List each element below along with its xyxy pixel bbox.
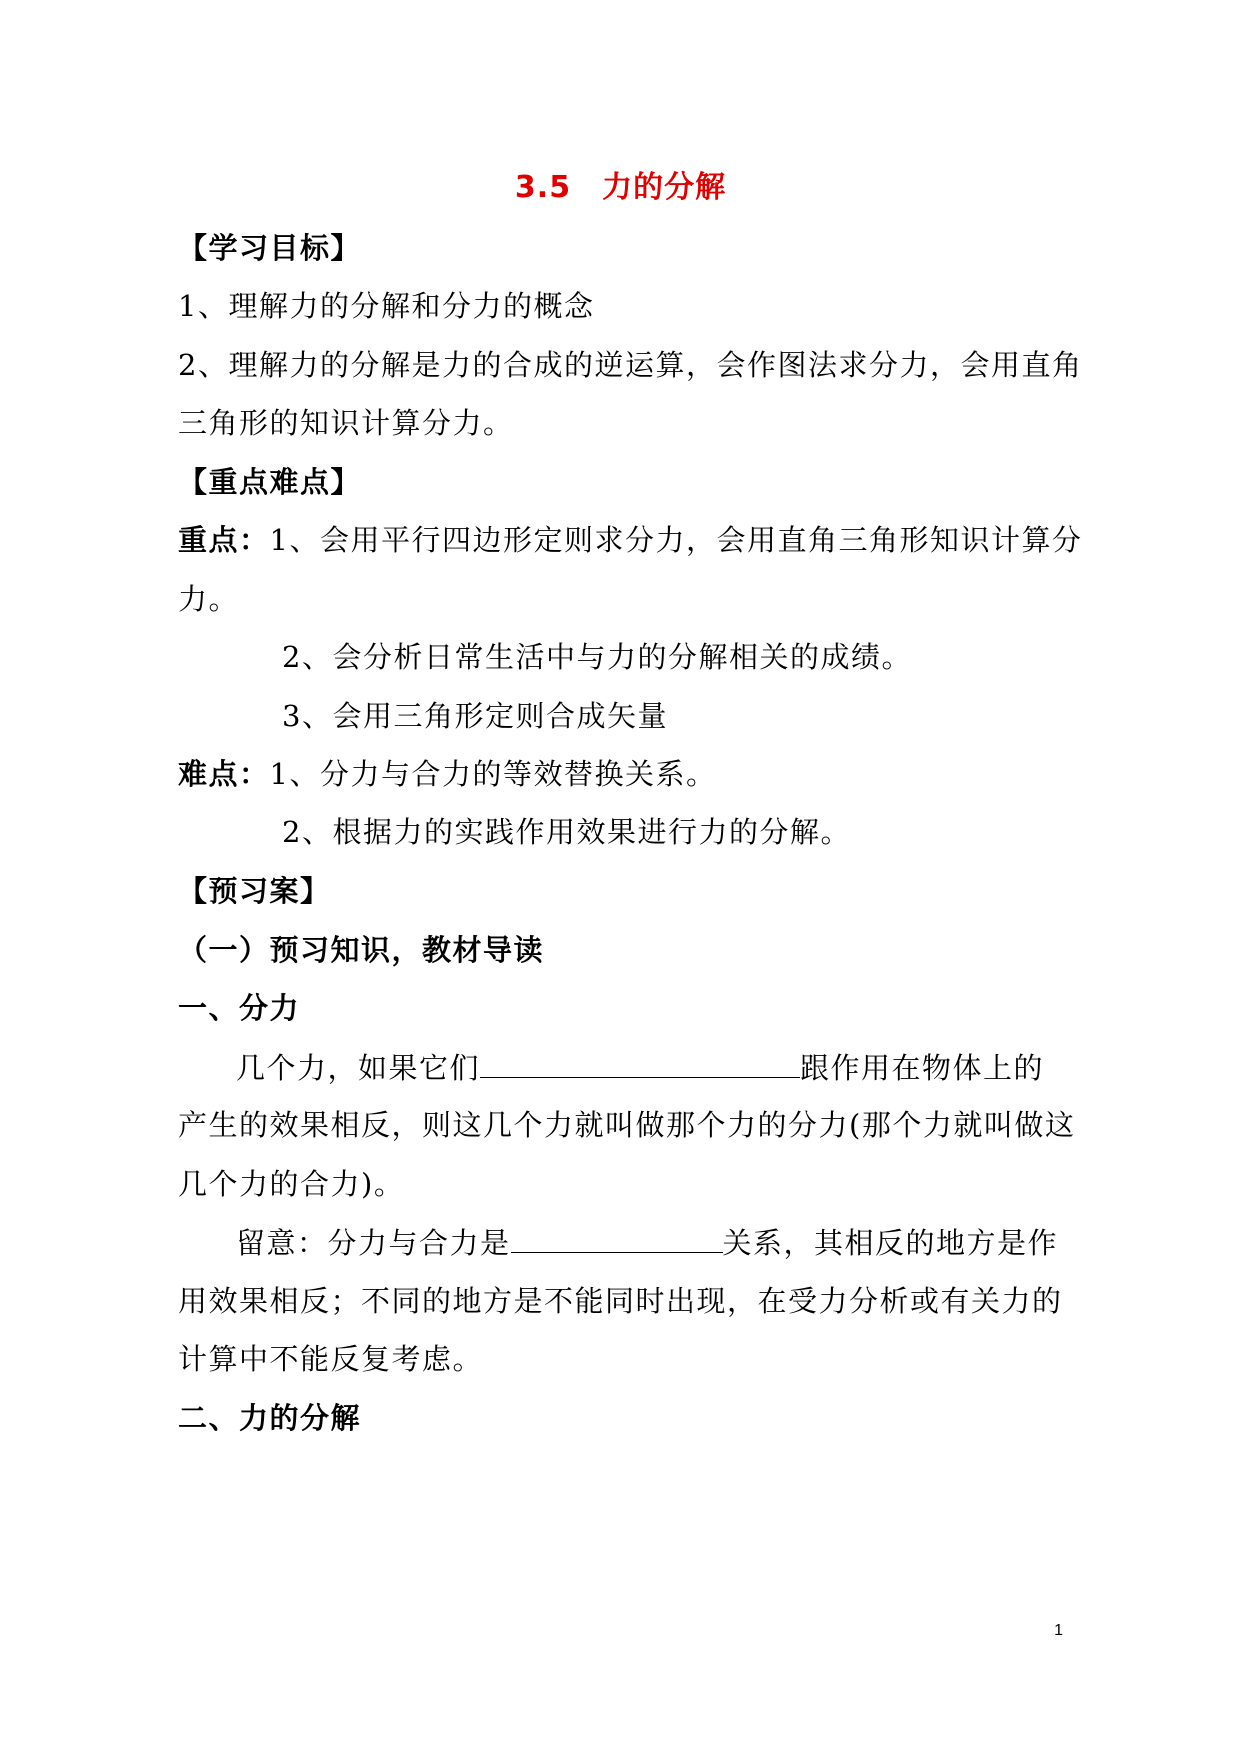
part1-p1-line3: 几个力的合力)。: [178, 1167, 405, 1201]
part1-p2-line2: 用效果相反；不同的地方是不能同时出现，在受力分析或有关力的: [178, 1284, 1063, 1318]
part1-p2-line3: 计算中不能反复考虑。: [178, 1342, 484, 1376]
fill-in-blank-2[interactable]: [511, 1224, 723, 1253]
part1-p2-text-a: 留意：分力与合力是: [236, 1226, 511, 1260]
keypoints-heading: 【重点难点】: [178, 465, 362, 499]
part1-p1-line1: [236, 1049, 1044, 1086]
key-3: 3、会用三角形定则合成矢量: [282, 699, 668, 733]
difficult-1-text: 1、分力与合力的等效替换关系。: [269, 757, 717, 791]
difficult-label: 难点：: [178, 757, 270, 791]
objective-1: 1、理解力的分解和分力的概念: [178, 289, 595, 323]
part2-heading: 二、力的分解: [178, 1401, 362, 1435]
key-label: 重点：: [178, 523, 270, 557]
key-1-line1: [178, 522, 1082, 558]
objective-2-line2: 三角形的知识计算分力。: [178, 406, 514, 440]
difficult-2: 2、根据力的实践作用效果进行力的分解。: [282, 815, 851, 849]
preview-subheading: （一）预习知识，教材导读: [178, 933, 545, 967]
part1-heading: 一、分力: [178, 991, 301, 1025]
fill-in-blank-1[interactable]: [480, 1049, 800, 1078]
part1-p1-line2: 产生的效果相反，则这几个力就叫做那个力的分力(那个力就叫做这: [178, 1108, 1076, 1142]
part1-p2-line1: [236, 1224, 1058, 1261]
part1-p1-text-a: 几个力，如果它们: [236, 1051, 481, 1085]
part1-p1-text-b: 跟作用在物体上的: [800, 1051, 1045, 1085]
page-title: 3.5 力的分解: [514, 170, 727, 205]
part1-p2-text-b: 关系，其相反的地方是作: [722, 1226, 1059, 1260]
objectives-heading: 【学习目标】: [178, 231, 362, 265]
key-1-line2: 力。: [178, 582, 240, 616]
key-2: 2、会分析日常生活中与力的分解相关的成绩。: [282, 640, 912, 674]
page-number: 1: [1054, 1622, 1063, 1639]
preview-heading: 【预习案】: [178, 874, 331, 908]
objective-2-line1: 2、理解力的分解是力的合成的逆运算，会作图法求分力，会用直角: [178, 348, 1083, 382]
key-1-text: 1、会用平行四边形定则求分力，会用直角三角形知识计算分: [269, 523, 1083, 557]
difficult-1-line: [178, 756, 716, 792]
